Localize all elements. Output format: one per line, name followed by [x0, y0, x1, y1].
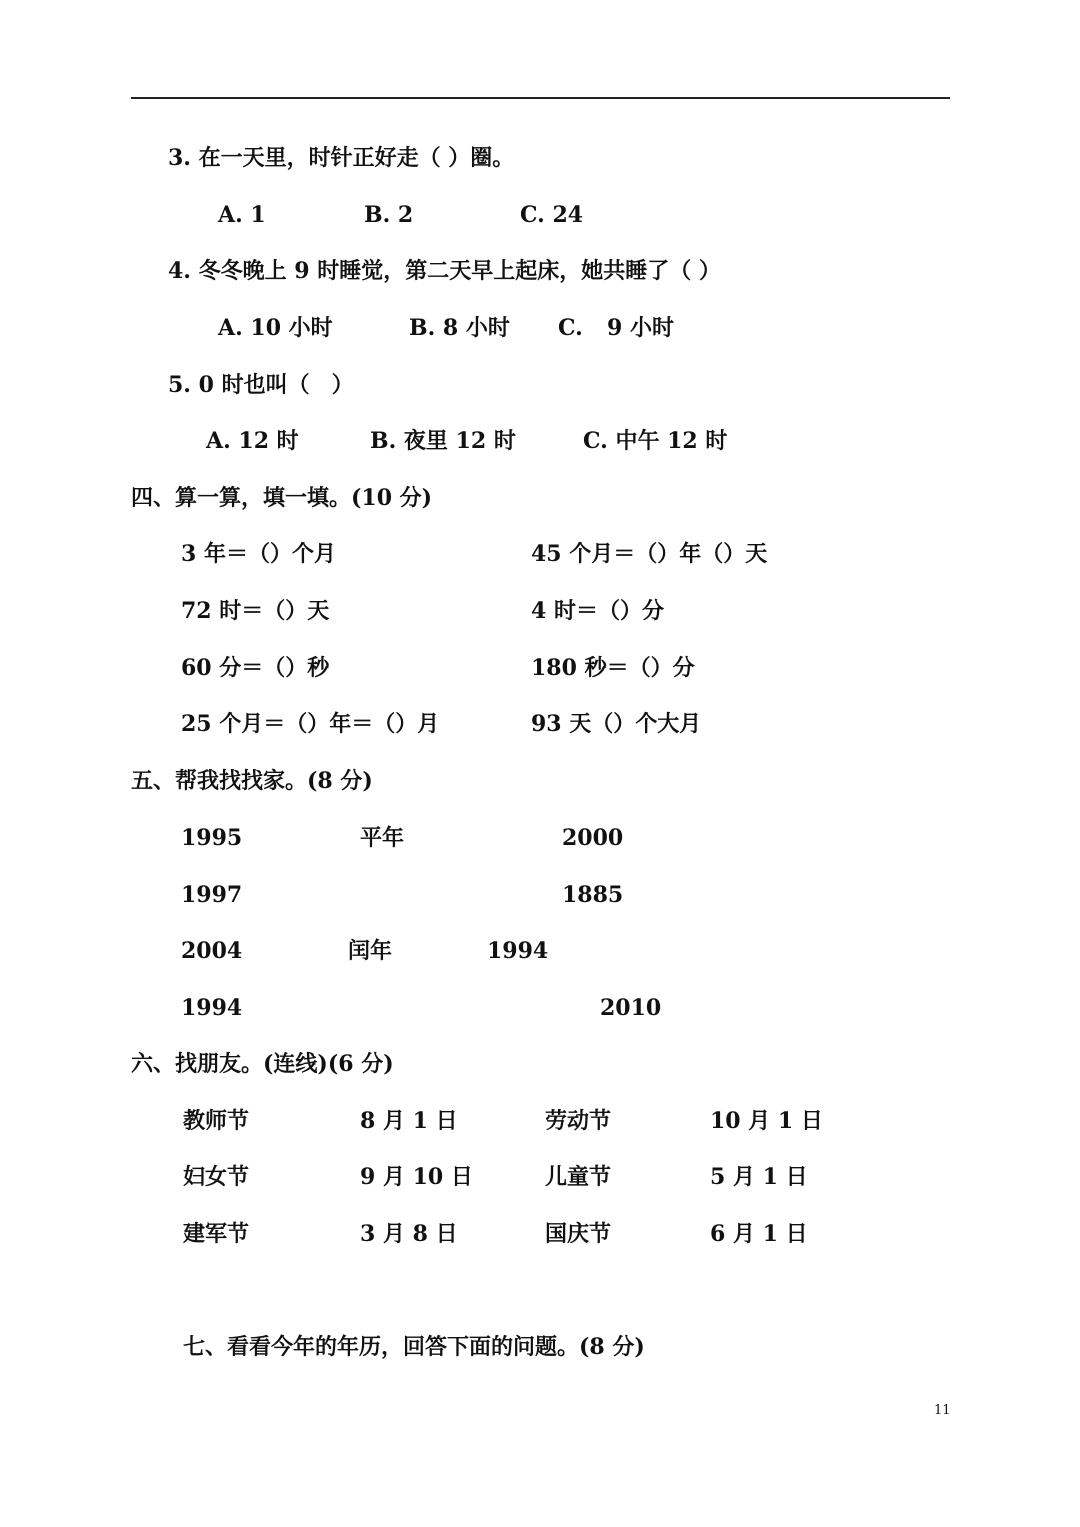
- section4-item: 45 个月＝（）年（）天: [531, 541, 768, 567]
- year-item: 1997: [181, 882, 243, 908]
- q3-stem: 3. 在一天里，时针正好走（ ）圈。: [168, 145, 515, 171]
- year-item: 1994: [181, 995, 243, 1021]
- section4-item: 4 时＝（）分: [531, 598, 664, 624]
- year-item: 2004: [181, 938, 243, 964]
- section4-title: 四、算一算，填一填。(10 分): [131, 485, 433, 511]
- section4-item: 25 个月＝（）年＝（）月: [181, 711, 440, 737]
- q4-option-b: B. 8 小时: [409, 315, 510, 341]
- q4-option-c-letter: C.: [558, 315, 583, 341]
- festival-name: 建军节: [183, 1221, 250, 1247]
- year-item: 1994: [487, 938, 549, 964]
- section7-title: 七、看看今年的年历，回答下面的问题。(8 分): [183, 1334, 645, 1360]
- year-item: 1885: [562, 882, 624, 908]
- q3-option-c: C. 24: [520, 202, 584, 228]
- q5-option-a: A. 12 时: [206, 428, 299, 454]
- section4-item: 93 天（）个大月: [531, 711, 702, 737]
- festival-name: 儿童节: [545, 1164, 612, 1190]
- section4-item: 72 时＝（）天: [181, 598, 330, 624]
- page-number: 11: [934, 1403, 951, 1418]
- label-common-year: 平年: [360, 825, 405, 851]
- q3-option-a: A. 1: [218, 202, 266, 228]
- q5-stem: 5. 0 时也叫（ ）: [168, 372, 354, 398]
- festival-date: 3 月 8 日: [360, 1221, 458, 1247]
- year-item: 2000: [562, 825, 624, 851]
- festival-date: 8 月 1 日: [360, 1108, 458, 1134]
- festival-name: 国庆节: [545, 1221, 612, 1247]
- festival-name: 劳动节: [545, 1108, 612, 1134]
- section4-item: 60 分＝（）秒: [181, 655, 330, 681]
- q3-option-b: B. 2: [364, 202, 414, 228]
- q4-option-a: A. 10 小时: [218, 315, 333, 341]
- festival-date: 9 月 10 日: [360, 1164, 473, 1190]
- header-rule: [131, 97, 950, 99]
- festival-date: 10 月 1 日: [710, 1108, 823, 1134]
- q5-option-b: B. 夜里 12 时: [370, 428, 516, 454]
- q4-stem: 4. 冬冬晚上 9 时睡觉，第二天早上起床，她共睡了（ ）: [168, 258, 721, 284]
- q4-option-c-text: 9 小时: [607, 315, 674, 341]
- festival-date: 6 月 1 日: [710, 1221, 808, 1247]
- year-item: 2010: [600, 995, 662, 1021]
- section6-title: 六、找朋友。(连线)(6 分): [131, 1051, 394, 1077]
- festival-name: 妇女节: [183, 1164, 250, 1190]
- festival-date: 5 月 1 日: [710, 1164, 808, 1190]
- section5-title: 五、帮我找找家。(8 分): [131, 768, 373, 794]
- q5-option-c: C. 中午 12 时: [583, 428, 728, 454]
- festival-name: 教师节: [183, 1108, 250, 1134]
- section4-item: 3 年＝（）个月: [181, 541, 336, 567]
- year-item: 1995: [181, 825, 243, 851]
- label-leap-year: 闰年: [348, 938, 393, 964]
- section4-item: 180 秒＝（）分: [531, 655, 695, 681]
